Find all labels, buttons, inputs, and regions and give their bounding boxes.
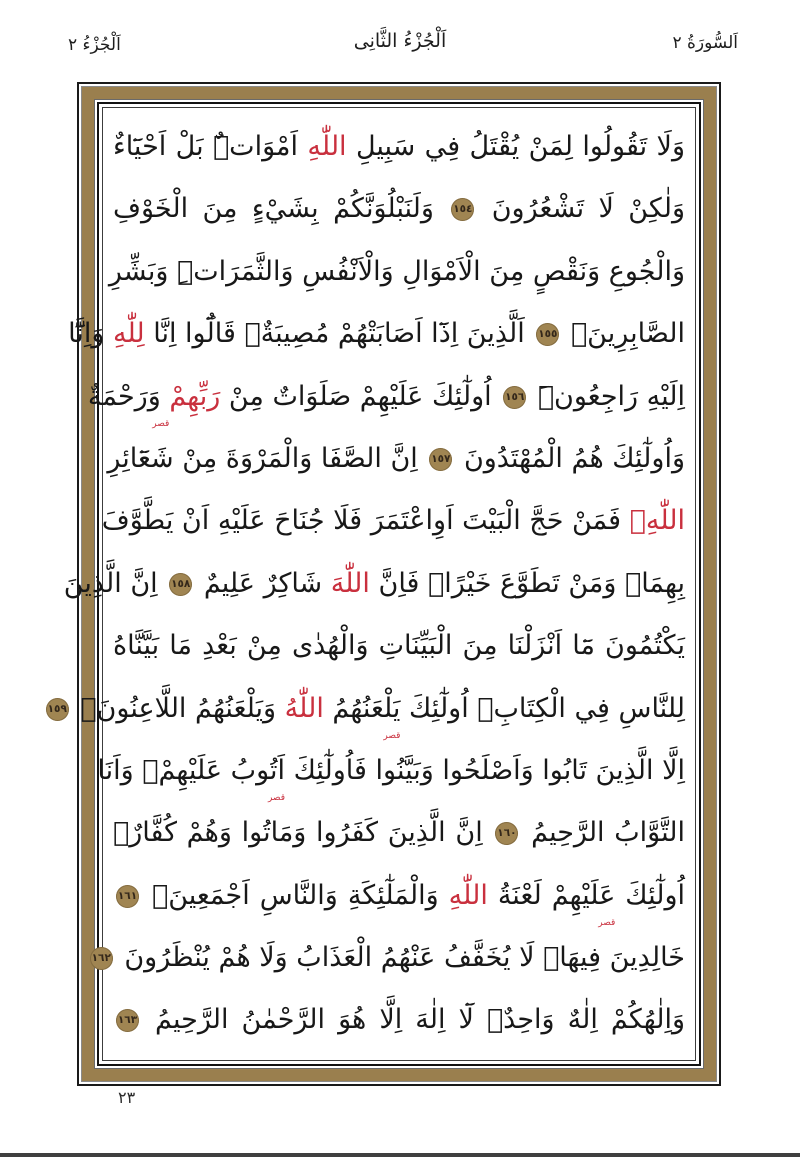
ayah-text: اِنَّ الَّذِينَ bbox=[63, 567, 167, 599]
frame-band bbox=[47, 86, 717, 1082]
quran-line bbox=[91, 927, 685, 989]
ayah-text: وَيَلْعَنُهُمُ اللَّاعِنُونَۙ bbox=[71, 692, 285, 724]
ayah-text: اَمْوَاتٌۜ بَلْ اَحْيَٓاءٌ bbox=[113, 131, 308, 162]
ayah-text: وَالْمَلٰٓئِكَةِ وَالنَّاسِ اَجْمَعِينَۙ bbox=[142, 879, 449, 911]
frame-black-line bbox=[47, 102, 701, 1066]
quran-line bbox=[108, 241, 685, 303]
ayah-text: يَلْعَنُهُمُ bbox=[323, 692, 401, 724]
bottom-bar bbox=[0, 1153, 800, 1157]
header-juz-label: اَلْجُزْءُ ٢ bbox=[68, 35, 121, 55]
divine-name: رَبِّهِمْ bbox=[169, 380, 221, 412]
header-juz-title: اَلْجُزْءُ الثَّانِى bbox=[353, 30, 447, 52]
ayah-text: اَلَّذِينَ اِذَٓا اَصَابَتْهُمْ مُصِيبَةٌۙ قَالُٓوا اِنَّا bbox=[144, 318, 534, 350]
ayah-text: وَلَنَبْلُوَنَّكُمْ بِشَيْءٍ مِنَ الْخَوْفِ bbox=[113, 193, 449, 225]
ayah-text: اِلَيْهِ رَاجِعُونَۜ bbox=[529, 380, 685, 412]
header-surah-label: اَلسُّورَةُ ٢ bbox=[672, 33, 738, 53]
quran-line: اِلَيْهِ رَاجِعُونَۜ ١٥٦ اُولٰٓئِكَ عَلَيْهِمْ صَلَوَاتٌ مِنْ رَبِّهِمْقصر وَرَحْمَةٌ bbox=[87, 380, 685, 429]
quran-line: اِلَّا الَّذِينَ تَابُوا وَاَصْلَحُوا وَبَيَّنُوا فَاُولٰٓئِكَ قصراَتُوبُ عَلَيْهِمْۚ وَاَنَا bbox=[97, 754, 685, 803]
ayah-text: اِلَّا الَّذِينَ تَابُوا وَاَصْلَحُوا وَبَيَّنُوا فَاُولٰٓئِكَ bbox=[285, 754, 685, 786]
ornamental-frame bbox=[47, 82, 721, 1086]
quran-line bbox=[113, 802, 685, 864]
quran-line bbox=[113, 178, 685, 240]
page-header bbox=[0, 30, 800, 70]
ayah-text: اِنَّ الصَّفَا وَالْمَرْوَةَ مِنْ شَعَٓائِرِ bbox=[107, 442, 427, 474]
ayah-text: وَالْجُوعِ وَنَقْصٍ مِنَ الْاَمْوَالِ وَالْاَنْفُسِ وَالثَّمَرَاتِۜ وَبَشِّرِ bbox=[108, 255, 685, 287]
quran-line bbox=[107, 428, 685, 490]
divine-name: اللّٰهِۚ bbox=[629, 505, 685, 537]
page-number: ٢٣ bbox=[118, 1088, 136, 1107]
ayah-text: عَلَيْهِمْ لَعْنَةُ bbox=[487, 879, 616, 911]
verse-marker: ١٥٤ bbox=[451, 198, 474, 221]
divine-name: لِلّٰهِ bbox=[113, 318, 145, 350]
ayah-text: وَرَحْمَةٌ bbox=[87, 380, 170, 412]
ayah-text: اَتُوبُ عَلَيْهِمْۚ وَاَنَا bbox=[97, 754, 286, 786]
ayah-text: فَمَنْ حَجَّ الْبَيْتَ اَوِاعْتَمَرَ فَلَا جُنَاحَ عَلَيْهِ اَنْ يَطَّوَّفَ bbox=[101, 505, 630, 537]
verse-marker: ١٥٧ bbox=[429, 448, 452, 471]
verse-marker: ١٥٦ bbox=[503, 386, 526, 409]
ayah-text: اُولٰٓئِكَ عَلَيْهِمْ صَلَوَاتٌ مِنْ bbox=[220, 380, 501, 412]
ayah-text: شَاكِرٌ عَلِيمٌ bbox=[195, 567, 331, 599]
verse-marker: ١٦١ bbox=[116, 885, 139, 908]
ayah-text: بِهِمَاۜ وَمَنْ تَطَوَّعَ خَيْرًاۙ فَاِنَّ bbox=[369, 567, 685, 599]
quran-line: لِلنَّاسِ فِي الْكِتَابِۙ اُولٰٓئِكَ قصريَلْعَنُهُمُ اللّٰهُ وَيَلْعَنُهُمُ اللَّاعِنُونَۙ ١٥٩ bbox=[47, 692, 685, 741]
ayah-text: خَالِدِينَ فِيهَاۚ لَا يُخَفَّفُ عَنْهُمُ الْعَذَابُ وَلَا هُمْ يُنْظَرُونَ bbox=[115, 942, 685, 974]
ayah-text: وَاِنَّٓا bbox=[68, 318, 113, 350]
quran-line bbox=[63, 553, 685, 615]
ayah-text: اُولٰٓئِكَ bbox=[615, 879, 685, 911]
quran-text-area bbox=[47, 116, 685, 1052]
ayah-text: الصَّابِرِينَۙ bbox=[562, 318, 685, 350]
verse-marker: ١٦٣ bbox=[116, 1009, 139, 1032]
quran-line bbox=[113, 615, 685, 677]
quran-line bbox=[113, 989, 685, 1051]
verse-marker: ١٦٢ bbox=[90, 947, 113, 970]
quran-line bbox=[113, 116, 685, 178]
verse-marker: ١٦٠ bbox=[495, 822, 518, 845]
divine-name: اللّٰهِ bbox=[448, 879, 488, 911]
ayah-text: يَكْتُمُونَ مَٓا اَنْزَلْنَا مِنَ الْبَيِّنَاتِ وَالْهُدٰى مِنْ بَعْدِ مَا بَيَّنَّاهُ bbox=[113, 630, 685, 662]
frame-content-border bbox=[47, 107, 696, 1061]
verse-marker: ١٥٩ bbox=[46, 698, 69, 721]
ayah-text: وَاُولٰٓئِكَ هُمُ الْمُهْتَدُونَ bbox=[455, 442, 685, 474]
quran-line bbox=[68, 303, 685, 365]
verse-marker: ١٥٨ bbox=[169, 573, 192, 596]
frame-inner-line bbox=[47, 99, 704, 1069]
quran-line bbox=[101, 490, 685, 552]
ayah-text: اِنَّ الَّذِينَ كَفَرُوا وَمَاتُوا وَهُمْ كُفَّارٌۙ bbox=[113, 817, 493, 849]
divine-name: اللّٰهِ bbox=[307, 131, 347, 162]
ayah-text: وَلَا تَقُولُوا لِمَنْ يُقْتَلُ فِي سَبِيلِ bbox=[346, 131, 685, 162]
ayah-text: وَاِلٰهُكُمْ اِلٰهٌ وَاحِدٌۚ لَٓا اِلٰهَ اِلَّا هُوَ الرَّحْمٰنُ الرَّحِيمُ bbox=[142, 1004, 685, 1036]
ayah-text: لِلنَّاسِ فِي الْكِتَابِۙ اُولٰٓئِكَ bbox=[400, 692, 685, 724]
quran-line: اُولٰٓئِكَ قصرعَلَيْهِمْ لَعْنَةُ اللّٰهِ وَالْمَلٰٓئِكَةِ وَالنَّاسِ اَجْمَعِينَۙ ١٦١ bbox=[117, 879, 685, 928]
divine-name: اللّٰهَ bbox=[330, 567, 370, 599]
ayah-text: وَلٰكِنْ لَا تَشْعُرُونَ bbox=[477, 193, 685, 225]
divine-name: اللّٰهُ bbox=[284, 692, 324, 724]
verse-marker: ١٥٥ bbox=[536, 323, 559, 346]
ayah-text: التَّوَّابُ الرَّحِيمُ bbox=[521, 817, 685, 849]
